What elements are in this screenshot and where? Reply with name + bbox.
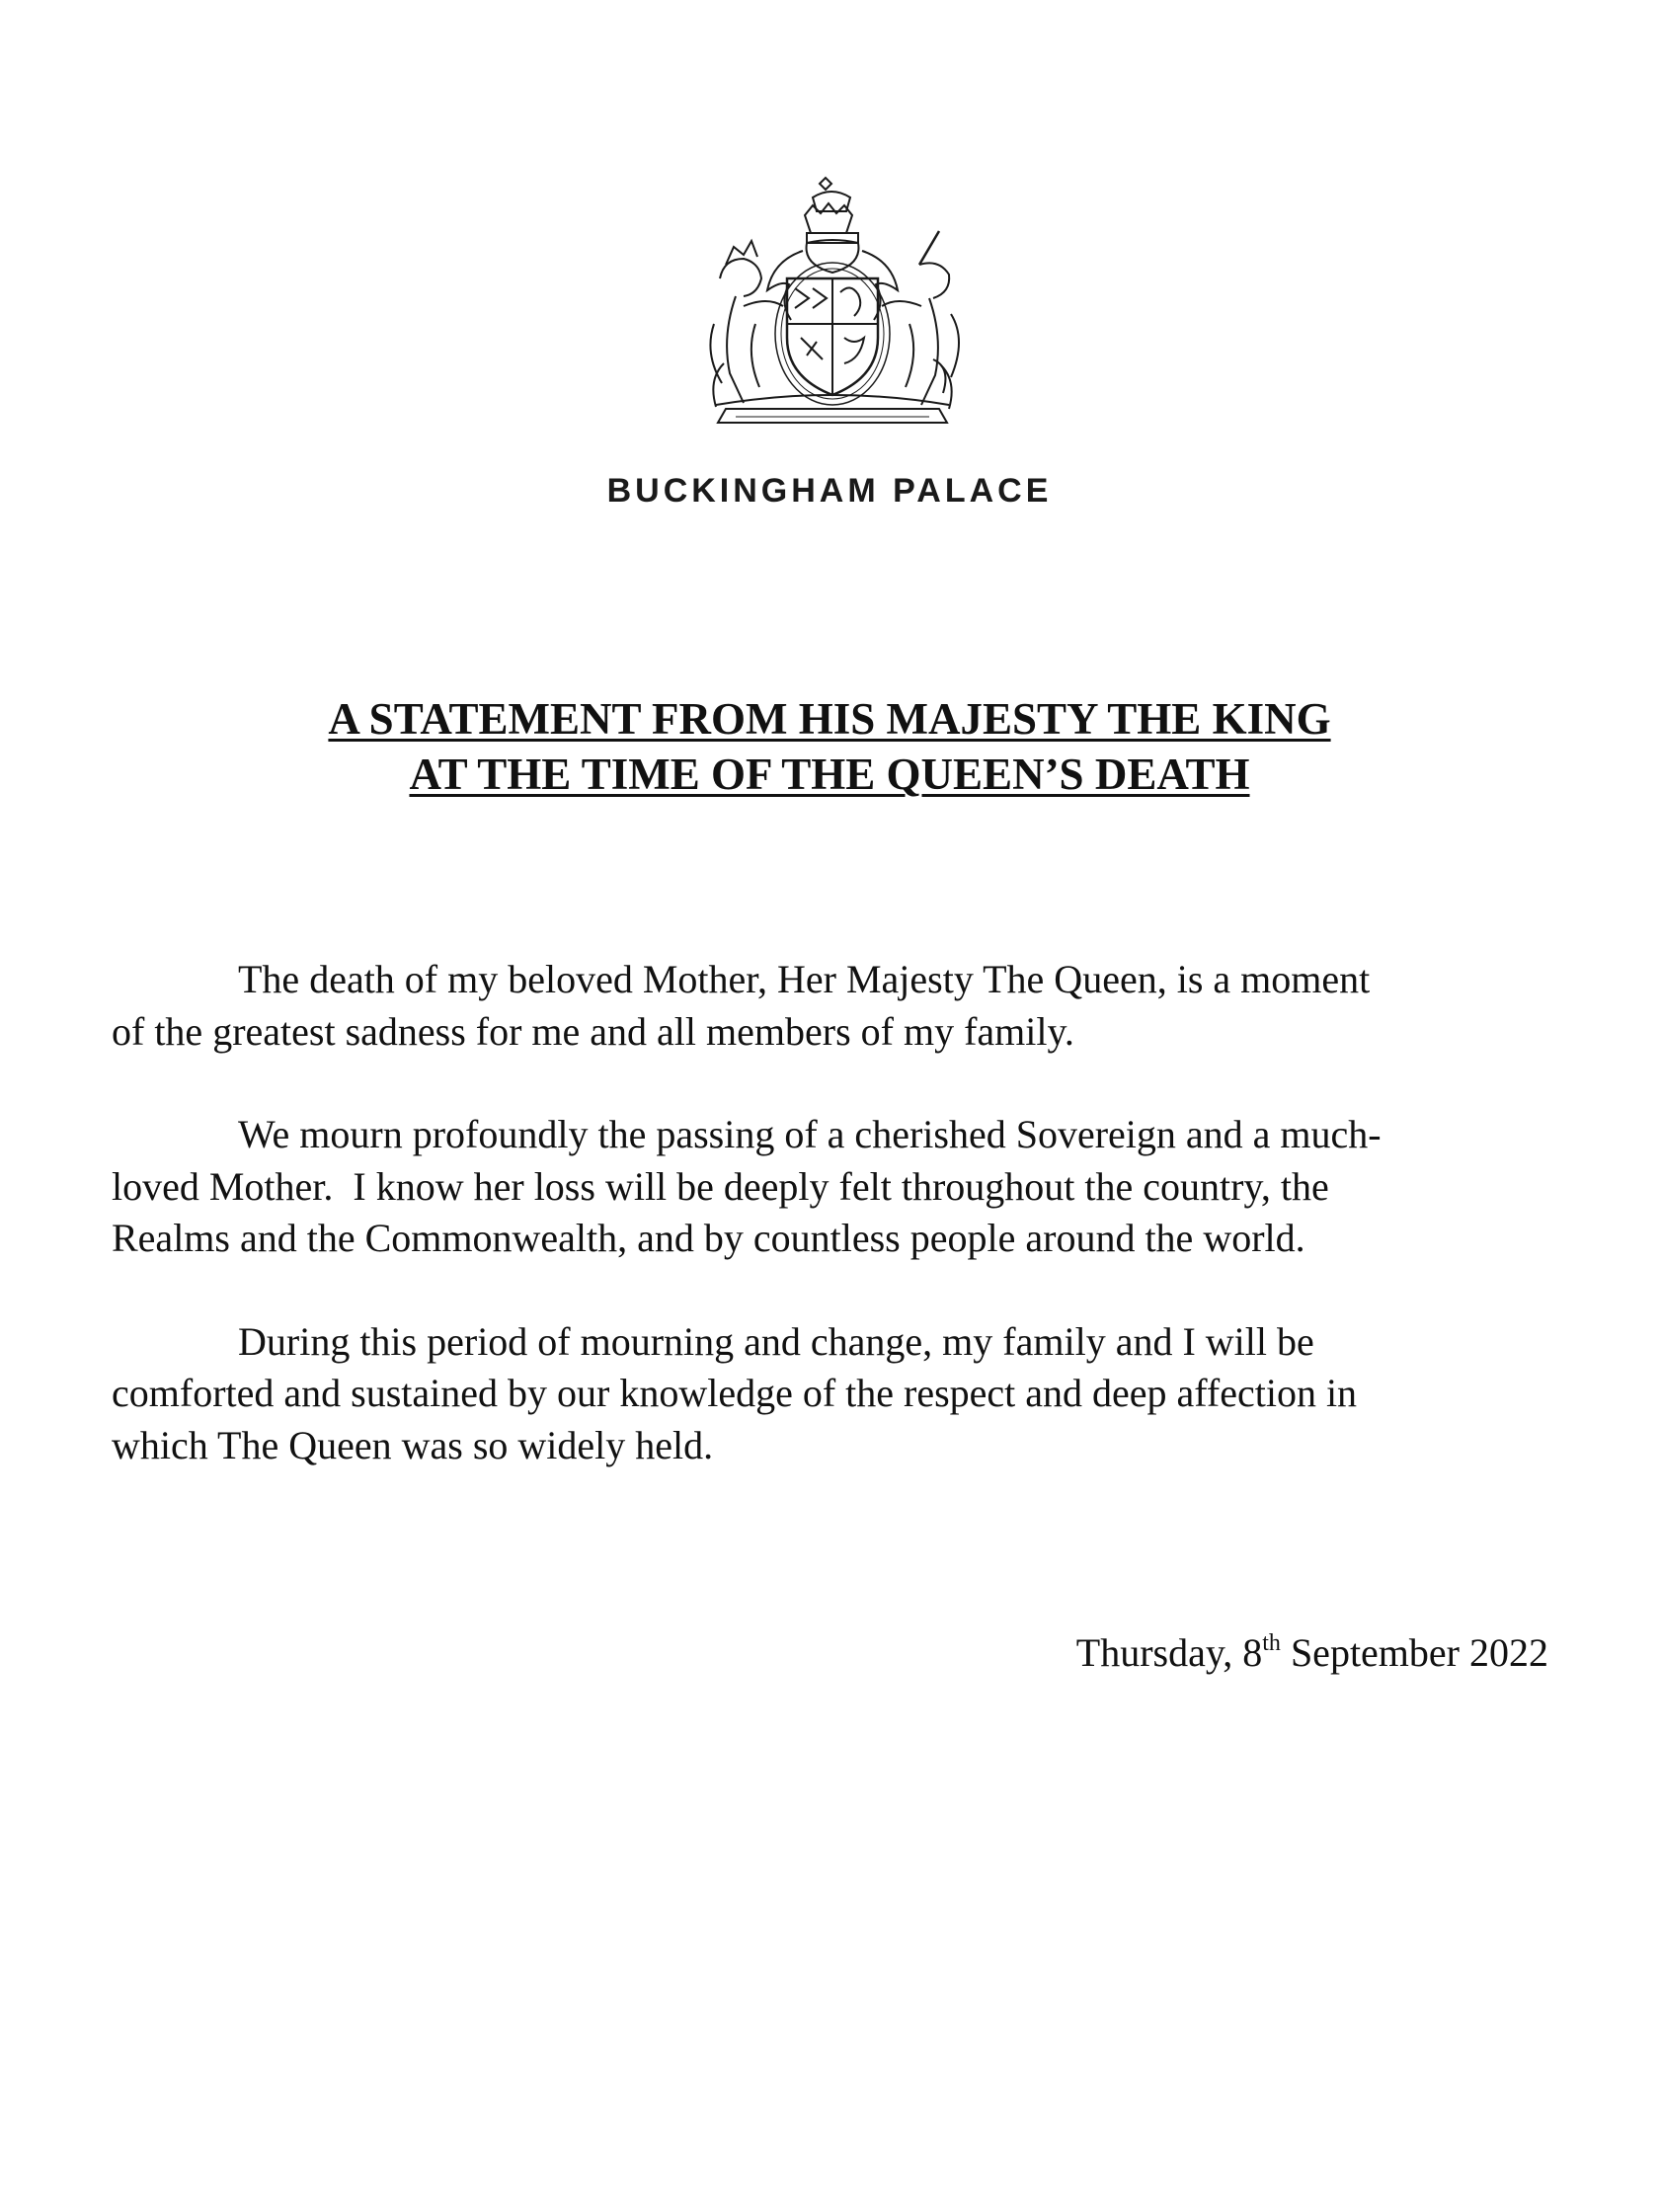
royal-coat-of-arms-icon <box>696 176 968 434</box>
heading-line-2: AT THE TIME OF THE QUEEN’S DEATH <box>409 750 1250 799</box>
heading-line-1: A STATEMENT FROM HIS MAJESTY THE KING <box>328 694 1331 744</box>
statement-body <box>112 954 1553 1523</box>
paragraph-1-line-2: of the greatest sadness for me and all members of my family. <box>112 1008 1074 1054</box>
paragraph-3-line-2: comforted and sustained by our knowledge of the respect and deep affection in <box>112 1371 1358 1415</box>
palace-name: BUCKINGHAM PALACE <box>606 472 1053 510</box>
paragraph-2 <box>112 1109 1553 1265</box>
date-weekday-day: Thursday, 8 <box>1075 1630 1263 1675</box>
paragraph-3-line-3: which The Queen was so widely held. <box>112 1422 714 1467</box>
paragraph-3-line-1: During this period of mourning and change, my family and I will be <box>238 1318 1314 1364</box>
paragraph-2-line-2: loved Mother. I know her loss will be deeply felt throughout the country, the <box>112 1163 1329 1209</box>
paragraph-1 <box>112 954 1553 1058</box>
statement-heading <box>0 691 1659 802</box>
paragraph-2-line-1: We mourn profoundly the passing of a cherished Sovereign and a much- <box>238 1112 1382 1156</box>
paragraph-3 <box>112 1316 1553 1472</box>
statement-date <box>1076 1627 1548 1679</box>
date-month-year: September 2022 <box>1280 1630 1548 1675</box>
paragraph-1-line-1: The death of my beloved Mother, Her Majesty The Queen, is a moment <box>238 957 1371 1001</box>
paragraph-2-line-3: Realms and the Commonwealth, and by countless people around the world. <box>112 1216 1305 1260</box>
date-ordinal-suffix: th <box>1262 1630 1281 1656</box>
